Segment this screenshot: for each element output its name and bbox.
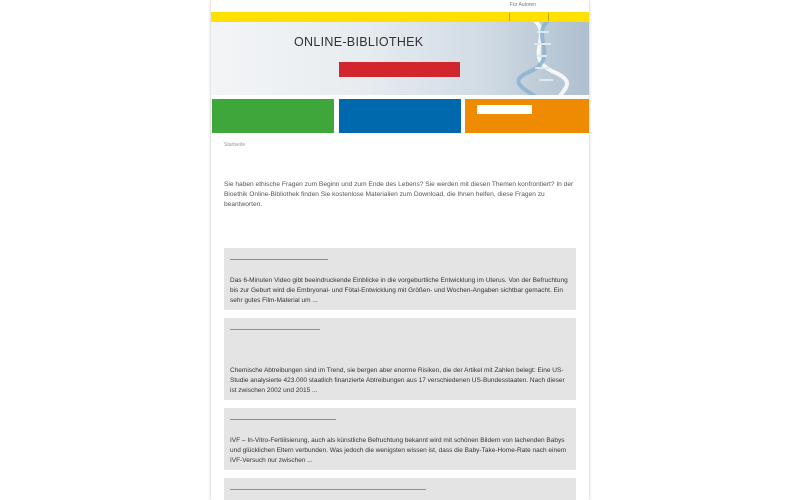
nav-separator bbox=[548, 13, 549, 21]
authors-link[interactable]: Für Autoren bbox=[509, 2, 536, 8]
intro-text: Sie haben ethische Fragen zum Beginn und zum Ende des Lebens? Sie werden mit diesen Themen konfrontiert? In der Bioethik Online-Bibliothek finden Sie kostenlose Materialien zum Download, die Ihnen helfen, diese Fragen zu beantworten. bbox=[224, 181, 574, 208]
article-card[interactable] bbox=[224, 408, 576, 470]
nav-separator bbox=[509, 13, 510, 21]
article-card[interactable] bbox=[224, 248, 576, 310]
breadcrumb[interactable]: Startseite bbox=[224, 142, 246, 148]
category-tile-green[interactable] bbox=[212, 99, 334, 133]
top-bar bbox=[211, 0, 589, 12]
article-title-placeholder[interactable] bbox=[230, 489, 426, 490]
page bbox=[211, 0, 589, 500]
main-nav-bar bbox=[211, 12, 589, 22]
article-excerpt: IVF – In-Vitro-Fertilisierung, auch als künstliche Befruchtung bekannt wird mit schönen Bildern von lachenden Babys und glücklichen Eltern verbunden. Was jedoch die wenigsten wissen ist, dass die Baby-Take-Home-Rate nach einem IVF-Versuch nur zwischen ... bbox=[230, 437, 567, 464]
category-tiles bbox=[211, 99, 589, 135]
header-banner bbox=[211, 22, 589, 95]
dna-icon bbox=[499, 22, 589, 95]
category-tile-blue[interactable] bbox=[339, 99, 461, 133]
article-title-placeholder[interactable] bbox=[230, 259, 328, 260]
category-tile-orange[interactable] bbox=[465, 99, 589, 133]
banner-red-bar bbox=[339, 62, 460, 77]
article-title-placeholder[interactable] bbox=[230, 329, 320, 330]
article-title-placeholder[interactable] bbox=[230, 419, 336, 420]
banner-title: ONLINE-BIBLIOTHEK bbox=[294, 35, 424, 49]
article-excerpt: Chemische Abtreibungen sind im Trend, sie bergen aber enorme Risiken, die der Artikel mit Zahlen belegt: Eine US- Studie analysierte 423.000 staatlich finanzierte Abtreibungen aus 17 verschiedenen US-Bundesstaaten. Nach dieser ist zwischen 2002 und 2015 ... bbox=[230, 367, 565, 394]
article-card[interactable] bbox=[224, 478, 576, 500]
article-card[interactable] bbox=[224, 318, 576, 400]
article-excerpt: Das 6-Minuten Video gibt beeindruckende Einblicke in die vorgeburtliche Entwicklung im Uterus. Von der Befruchtung bis zur Geburt wird die Embryonal- und Fötal-Entwicklung mit Größen- und Wochen-Angaben sichtbar gemacht. Ein sehr gutes Film-Material um ... bbox=[230, 277, 568, 304]
orange-tile-label bbox=[477, 105, 532, 114]
